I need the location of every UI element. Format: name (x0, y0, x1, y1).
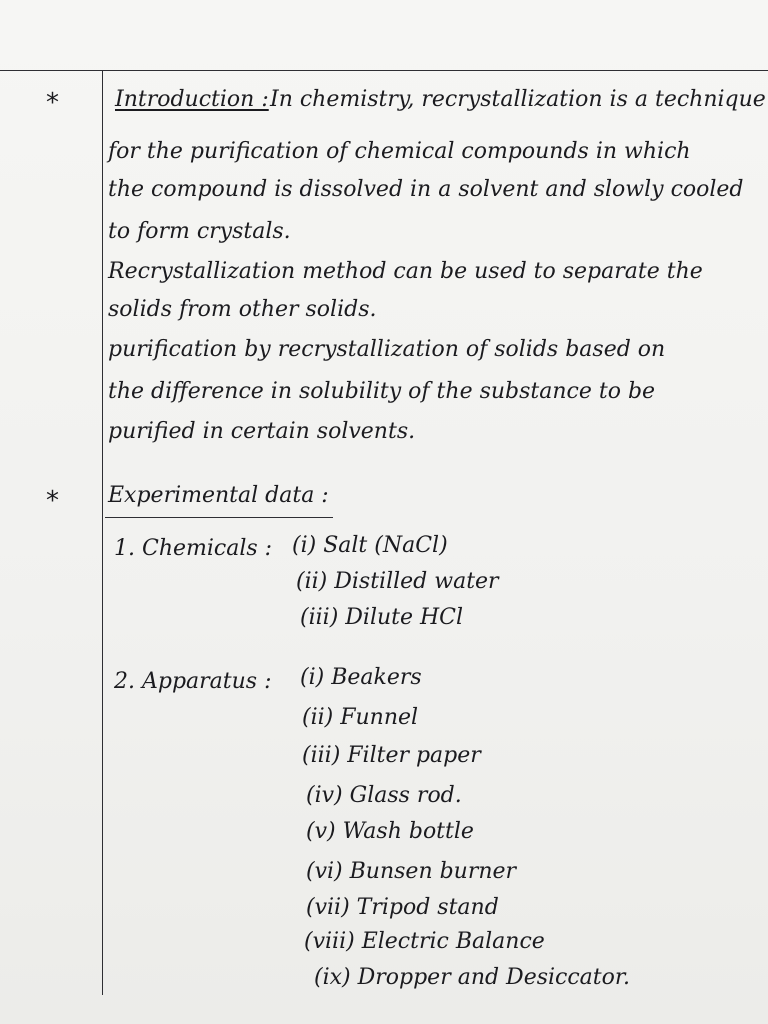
introduction-line-8: the difference in solubility of the substance to be (108, 379, 656, 404)
introduction-line-1: In chemistry, recrystallization is a technique (270, 87, 766, 112)
chemicals-label: 1. Chemicals : (114, 536, 273, 561)
introduction-line-4: to form crystals. (108, 219, 291, 244)
introduction-line-5: Recrystallization method can be used to separate the (108, 259, 703, 284)
apparatus-item-8: (viii) Electric Balance (304, 929, 545, 954)
apparatus-item-3: (iii) Filter paper (302, 743, 481, 768)
experimental-heading-underline (105, 517, 333, 518)
apparatus-item-6: (vi) Bunsen burner (306, 859, 517, 884)
apparatus-item-1: (i) Beakers (300, 665, 422, 690)
introduction-heading: Introduction : (115, 87, 269, 112)
introduction-line-9: purified in certain solvents. (108, 419, 416, 444)
apparatus-item-7: (vii) Tripod stand (306, 895, 499, 920)
experimental-bullet: * (46, 486, 59, 516)
introduction-line-7: purification by recrystallization of solids based on (108, 337, 666, 362)
apparatus-label: 2. Apparatus : (114, 669, 272, 694)
apparatus-item-4: (iv) Glass rod. (306, 783, 462, 808)
experimental-heading: Experimental data : (108, 483, 329, 508)
chemicals-item-3: (iii) Dilute HCl (300, 605, 464, 630)
chemicals-item-1: (i) Salt (NaCl) (292, 533, 448, 558)
margin-rule-line (102, 70, 103, 995)
apparatus-item-9: (ix) Dropper and Desiccator. (314, 965, 630, 990)
introduction-line-6: solids from other solids. (108, 297, 377, 322)
introduction-line-2: for the purification of chemical compounds in which (108, 139, 691, 164)
apparatus-item-5: (v) Wash bottle (306, 819, 474, 844)
introduction-bullet: * (46, 88, 59, 118)
chemicals-item-2: (ii) Distilled water (296, 569, 499, 594)
top-rule-line (0, 70, 768, 71)
apparatus-item-2: (ii) Funnel (302, 705, 419, 730)
introduction-line-3: the compound is dissolved in a solvent and slowly cooled (108, 177, 744, 202)
